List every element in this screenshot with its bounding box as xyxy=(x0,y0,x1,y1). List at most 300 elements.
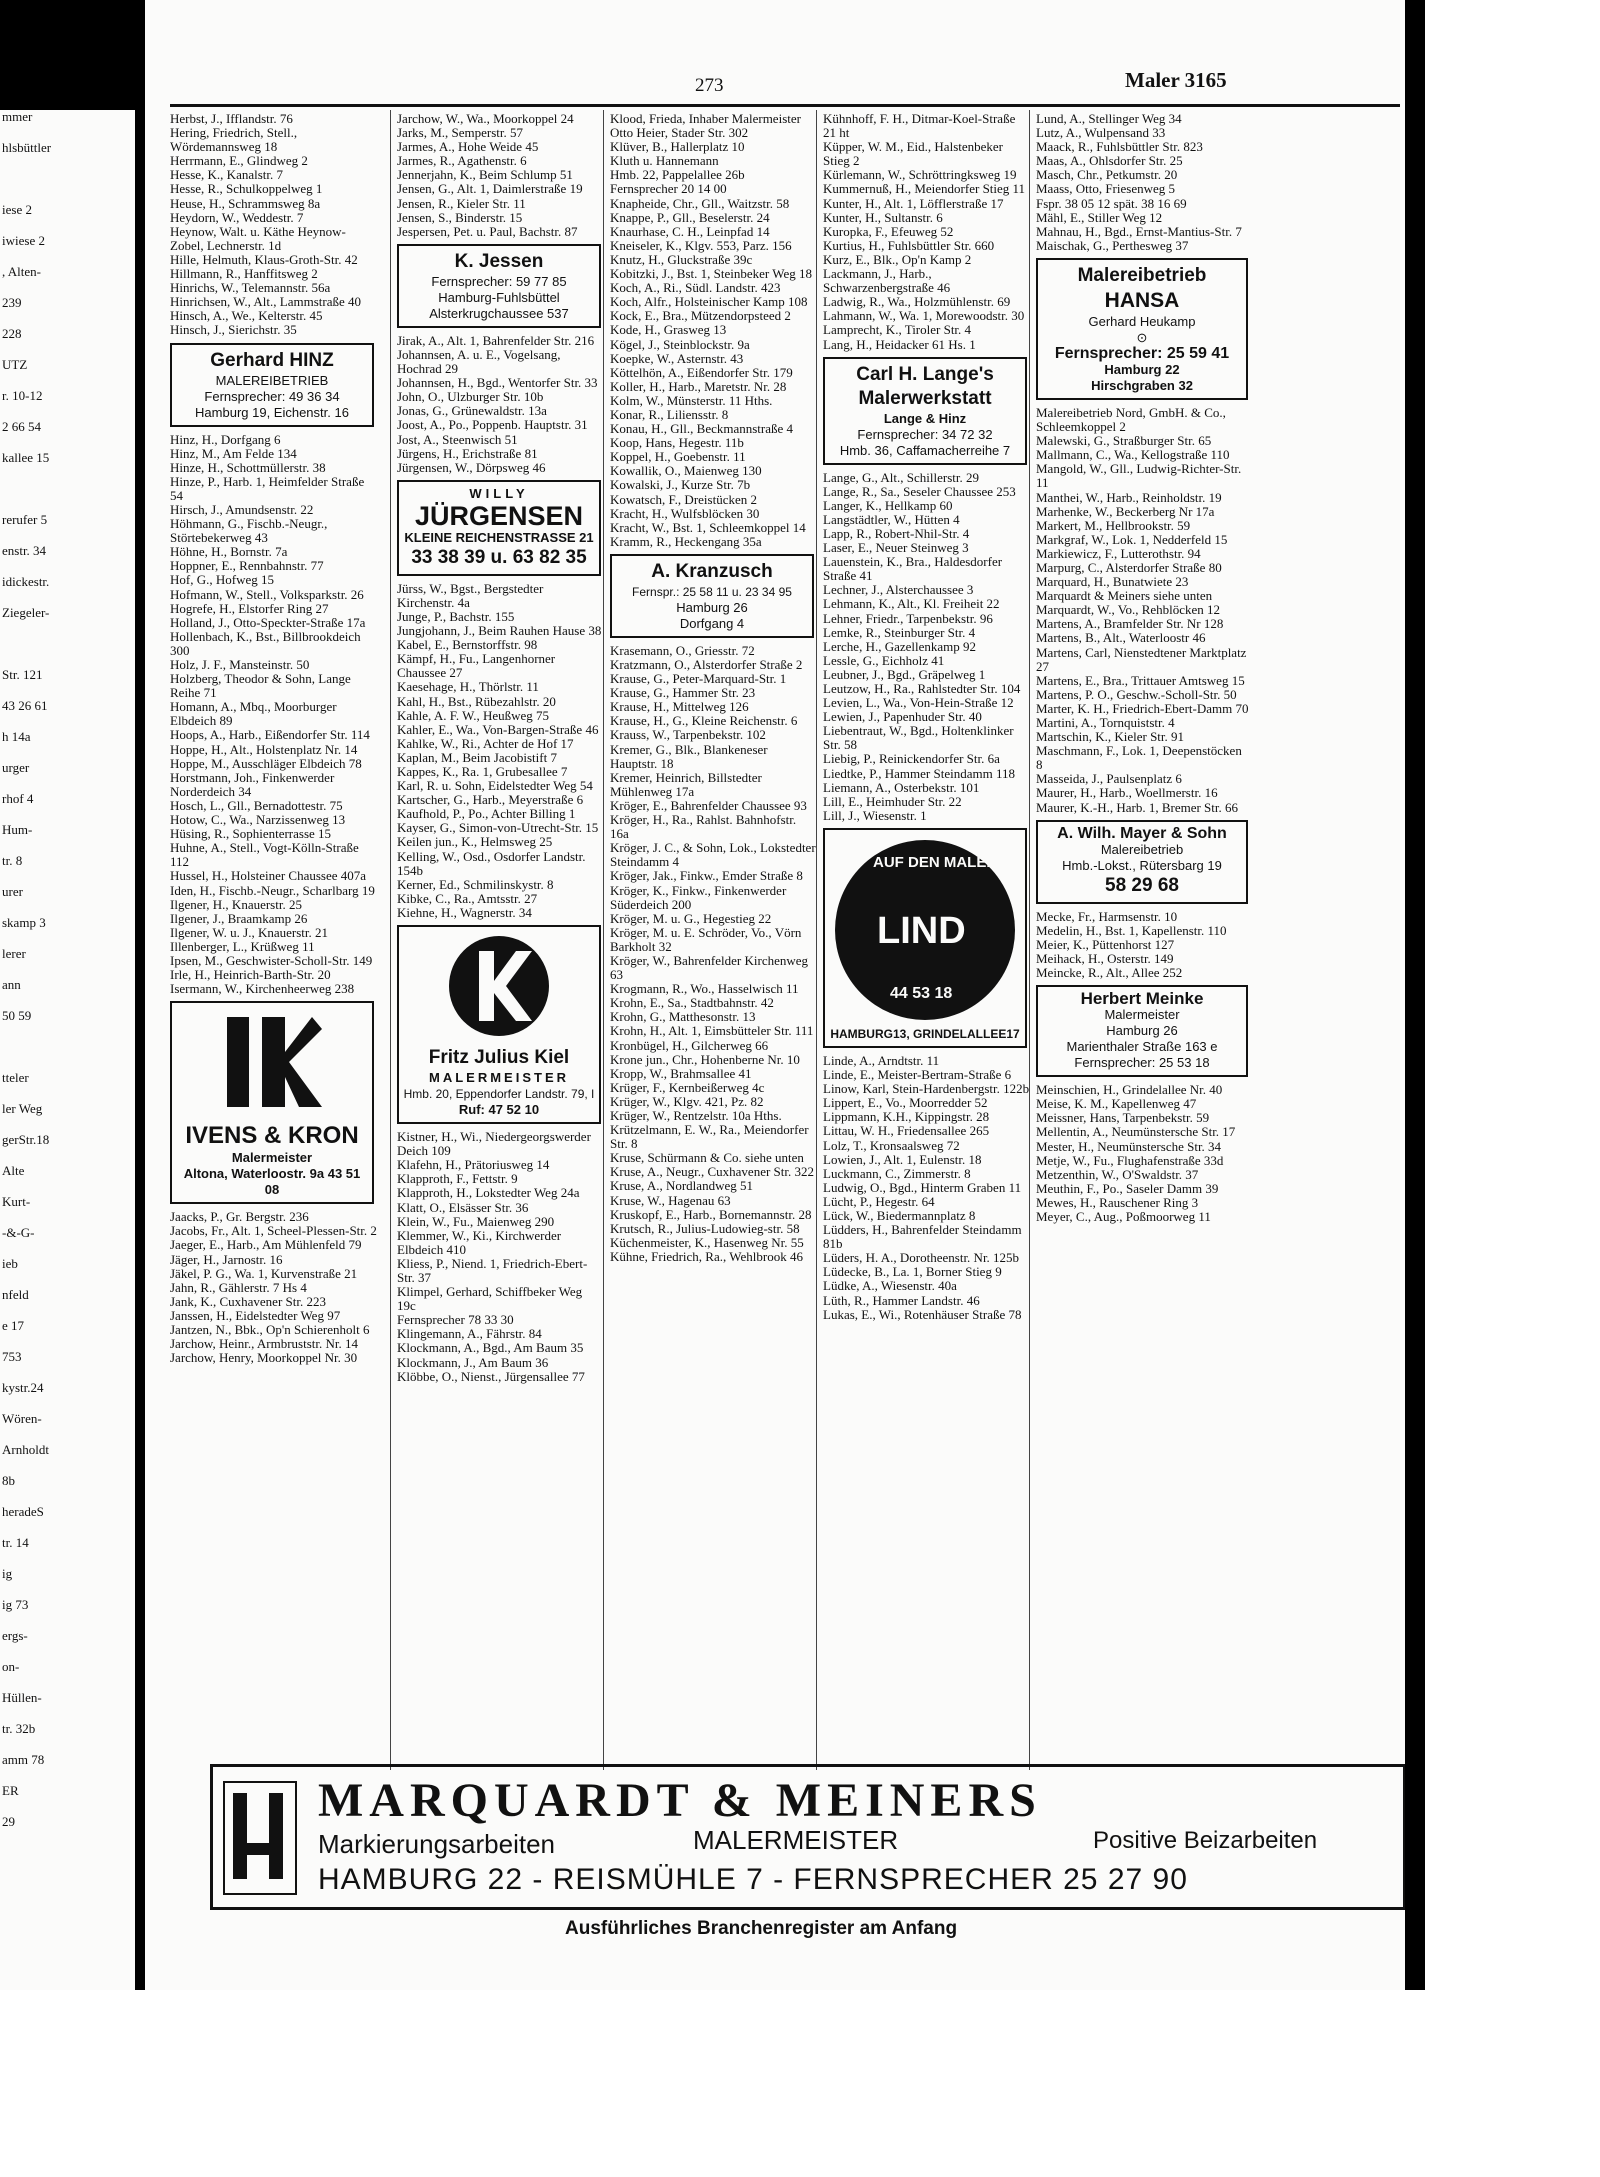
directory-entry: Koepke, W., Asternstr. 43 xyxy=(610,350,744,366)
directory-entry: Maurer, H., Harb., Woellmerstr. 16 xyxy=(1036,785,1218,801)
directory-entry: Kerner, Ed., Schmilinskystr. 8 xyxy=(397,876,554,892)
directory-entry: Illenberger, L., Krüßweg 11 xyxy=(170,938,315,954)
ad-title: Fritz Julius Kiel xyxy=(428,1047,570,1069)
directory-entry: Krasemann, O., Griesstr. 72 xyxy=(610,642,755,658)
directory-entry: Kahle, A. F. W., Heußweg 75 xyxy=(397,707,550,723)
directory-entry: Martini, A., Tornquiststr. 4 xyxy=(1036,715,1175,730)
previous-page-fragment: on- xyxy=(2,1659,20,1674)
directory-entry: Jungjohann, J., Beim Rauhen Hause 38 xyxy=(397,623,602,639)
directory-entry: Janssen, H., Eidelstedter Weg 97 xyxy=(170,1307,341,1323)
directory-entry: Hof, G., Hofweg 15 xyxy=(170,572,274,588)
previous-page-fragment: 239 xyxy=(2,295,22,310)
ad-lind xyxy=(823,828,1027,1048)
directory-entry: Kropp, W., Brahmsallee 41 xyxy=(610,1065,752,1081)
entry-list xyxy=(397,112,604,239)
directory-entry: Krüger, W., Klgv. 421, Pz. 82 xyxy=(610,1093,764,1109)
directory-entry: Krauss, W., Tarpenbekstr. 102 xyxy=(610,727,766,743)
ad-line: HAMBURG13, GRINDELALLEE17 xyxy=(830,1026,1020,1041)
directory-entry: Jarchow, Henry, Moorkoppel Nr. 30 xyxy=(170,1350,358,1366)
directory-entry: Masseida, J., Paulsenplatz 6 xyxy=(1036,771,1182,787)
directory-entry: Marpurg, C., Alsterdorfer Straße 80 xyxy=(1036,559,1222,575)
directory-entry: Homann, A., Mbq., Moorburger Elbdeich 89 xyxy=(170,699,337,729)
directory-entry: Kühnhoff, F. H., Ditmar-Koel-Straße 21 ht xyxy=(823,111,1016,141)
directory-entry: Knaurhase, C. H., Leinpfad 14 xyxy=(610,223,770,239)
directory-entry: Kolm, W., Münsterstr. 11 Hths. xyxy=(610,392,773,408)
directory-entry: Kröger, M. u. E. Schröder, Vo., Vörn Barkholt 32 xyxy=(610,924,802,954)
ad-address: Altona, Waterloostr. 9a xyxy=(183,1166,325,1182)
directory-entry: Kürlemann, W., Schröttringksweg 19 xyxy=(823,167,1017,183)
directory-entry: Kunter, H., Alt. 1, Löfflerstraße 17 xyxy=(823,195,1004,211)
previous-page-fragment: nfeld xyxy=(2,1287,29,1302)
previous-page-fragment: 50 59 xyxy=(2,1008,32,1023)
ad-line: WILLY xyxy=(469,485,529,501)
ad-willy-juergensen xyxy=(397,480,601,576)
directory-entry: Jürgens, H., Erichstraße 81 xyxy=(397,445,538,461)
directory-entry: Johannsen, H., Bgd., Wentorfer Str. 33 xyxy=(397,375,598,391)
previous-page-fragment: ieb xyxy=(2,1256,18,1271)
directory-page xyxy=(145,0,1405,1990)
directory-entry: Lerche, H., Gazellenkamp 92 xyxy=(823,638,977,654)
directory-entry: Krause, G., Peter-Marquard-Str. 1 xyxy=(610,671,787,687)
directory-entry: Krutsch, R., Julius-Ludowieg-str. 58 xyxy=(610,1220,800,1236)
ad-fritz-julius-kiel xyxy=(397,925,601,1124)
directory-entry: Lüdders, H., Bahrenfelder Steindamm 81b xyxy=(823,1222,1022,1252)
directory-entry: Kröger, K., Finkw., Finkenwerder Süderdeich 200 xyxy=(610,882,787,912)
previous-page-fragment: mmer xyxy=(2,110,33,124)
previous-page-fragment: ig 73 xyxy=(2,1597,29,1612)
emblem-top-text: AUF DEN MALER xyxy=(873,853,998,871)
directory-entry: Lund, A., Stellinger Weg 34 xyxy=(1036,111,1182,126)
previous-page-fragment: Arnholdt xyxy=(2,1442,49,1457)
previous-page-fragment: hlsbüttler xyxy=(2,140,52,155)
directory-entry: Lange, R., Sa., Seseler Chaussee 253 xyxy=(823,483,1016,499)
directory-entry: Marter, K. H., Friedrich-Ebert-Damm 70 xyxy=(1036,700,1249,716)
entry-list xyxy=(823,1054,1030,1322)
directory-entry: Ludwig, O., Bgd., Hinterm Graben 11 xyxy=(823,1179,1022,1195)
directory-entry: Kremer, G., Blk., Blankeneser Hauptstr. 18 xyxy=(610,741,768,771)
ad-gerhard-hinz xyxy=(170,343,374,427)
previous-page-fragment: Str. 121 xyxy=(2,667,43,682)
directory-entry: Kröger, W., Bahrenfelder Kirchenweg 63 xyxy=(610,952,809,983)
directory-entry: Klockmann, J., Am Baum 36 xyxy=(397,1354,549,1370)
entry-list xyxy=(610,644,817,1264)
emblem-phone: 44 53 18 xyxy=(890,984,953,1002)
previous-page-fragment: lerer xyxy=(2,946,26,961)
directory-entry: Kratzmann, O., Alsterdorfer Straße 2 xyxy=(610,657,803,672)
directory-entry: Knappe, P., Gll., Beselerstr. 24 xyxy=(610,209,770,225)
directory-entry: Kiehne, H., Wagnerstr. 34 xyxy=(397,904,532,920)
previous-page-fragment: kystr.24 xyxy=(2,1380,44,1395)
entry-list xyxy=(1036,112,1251,253)
previous-page-fragment: kallee 15 xyxy=(2,450,50,465)
directory-entry: Klimpel, Gerhard, Schiffbeker Weg 19c xyxy=(397,1284,583,1314)
directory-entry: Joost, A., Po., Poppenb. Hauptstr. 31 xyxy=(397,417,588,433)
directory-entry: Ladwig, R., Wa., Holzmühlenstr. 69 xyxy=(823,294,1011,310)
previous-page-fragment: rhof 4 xyxy=(2,791,34,806)
directory-entry: Kruskopf, E., Harb., Bornemannstr. 28 xyxy=(610,1206,812,1222)
directory-entry: Kögel, J., Steinblockstr. 9a xyxy=(610,336,750,352)
lind-emblem-icon xyxy=(835,840,1015,1020)
directory-entry: Jäger, H., Jarnostr. 16 xyxy=(170,1251,283,1267)
directory-entry: Laser, E., Neuer Steinweg 3 xyxy=(823,540,969,556)
directory-entry: Martens, E., Bra., Trittauer Amtsweg 15 xyxy=(1036,672,1245,688)
ad-phone: Fernsprecher: 25 59 41 xyxy=(1054,344,1230,362)
entry-list xyxy=(397,334,604,475)
ad-line: Hmb. 36, Caffamacherreihe 7 xyxy=(839,442,1011,458)
directory-entry: Liedtke, P., Hammer Steindamm 118 xyxy=(823,765,1015,781)
previous-page-fragment: ann xyxy=(2,977,21,992)
directory-entry: Kelling, W., Osd., Osdorfer Landstr. 154b xyxy=(397,848,586,878)
previous-page-fragment: 2 66 54 xyxy=(2,419,41,434)
directory-entry: Irle, H., Heinrich-Barth-Str. 20 xyxy=(170,967,331,983)
ad-a-kranzusch xyxy=(610,554,814,638)
previous-page-fragment: tteler xyxy=(2,1070,29,1085)
directory-entry: Jarmes, A., Hohe Weide 45 xyxy=(397,139,539,155)
previous-page-fragment: Wören- xyxy=(2,1411,42,1426)
directory-entry: Leutzow, H., Ra., Rahlstedter Str. 104 xyxy=(823,681,1021,696)
directory-entry: Liebentraut, W., Bgd., Holtenklinker Str. 58 xyxy=(823,723,1014,753)
directory-entry: Heydorn, W., Weddestr. 7 xyxy=(170,209,304,225)
previous-page-fragment: urger xyxy=(2,760,30,775)
directory-entry: Lolz, T., Kronsaalsweg 72 xyxy=(823,1137,960,1153)
directory-entry: Kaufhold, P., Po., Achter Billing 1 xyxy=(397,806,576,822)
directory-entry: Kämpf, H., Fu., Langenhorner Chaussee 27 xyxy=(397,651,556,681)
directory-entry: Metzenthin, W., O'Swaldstr. 37 xyxy=(1036,1166,1199,1182)
page-number: 273 xyxy=(695,75,724,96)
directory-entry: Kibke, C., Ra., Amtsstr. 27 xyxy=(397,890,538,906)
ad-k-jessen xyxy=(397,244,601,328)
ad-line: Fernsprecher: 34 72 32 xyxy=(857,426,993,442)
directory-entry: Marquardt & Meiners siehe unten xyxy=(1036,588,1213,604)
entry-list xyxy=(397,1130,604,1384)
previous-page-fragment: tr. 32b xyxy=(2,1721,36,1736)
directory-entry: Hinze, P., Harb. 1, Heimfelder Straße 54 xyxy=(170,473,365,503)
directory-entry: Holzberg, Theodor & Sohn, Lange Reihe 71 xyxy=(170,671,351,701)
directory-entry: Kowalski, J., Kurze Str. 7b xyxy=(610,477,751,493)
directory-entry: Markiewicz, F., Lutterothstr. 94 xyxy=(1036,545,1201,561)
directory-entry: Hosch, L., Gll., Bernadottestr. 75 xyxy=(170,797,343,813)
directory-entry: Lange, G., Alt., Schillerstr. 29 xyxy=(823,469,979,485)
section-heading: Maler 3165 xyxy=(1125,68,1227,92)
directory-entry: Kunter, H., Sultanstr. 6 xyxy=(823,209,943,225)
previous-page-fragment: Hum- xyxy=(2,822,33,837)
directory-entry: Meihack, H., Osterstr. 149 xyxy=(1036,950,1174,966)
directory-entry: Fspr. 38 05 12 spät. 38 16 69 xyxy=(1036,195,1187,211)
directory-entry: Klingemann, A., Fährstr. 84 xyxy=(397,1326,542,1342)
previous-page-fragment: Ziegeler- xyxy=(2,605,50,620)
directory-entry: Jank, K., Cuxhavener Str. 223 xyxy=(170,1293,326,1309)
directory-entry: Kruse, W., Hagenau 63 xyxy=(610,1192,731,1208)
directory-entry: Kröger, E., Bahrenfelder Chaussee 93 xyxy=(610,797,807,813)
previous-page-fragment: idickestr. xyxy=(2,574,50,589)
ad-line: Hamburg 22 xyxy=(1104,361,1180,377)
directory-entry: Kummernuß, H., Meiendorfer Stieg 11 xyxy=(823,181,1026,197)
ad-line xyxy=(175,1166,369,1198)
ad-line: Alsterkrugchaussee 537 xyxy=(429,305,569,321)
directory-entry: Jacobs, Fr., Alt. 1, Scheel-Plessen-Str. 2 xyxy=(170,1223,377,1239)
ad-title: Malereibetrieb xyxy=(1077,264,1207,286)
directory-entry: Herrmann, E., Glindweg 2 xyxy=(170,153,308,169)
directory-entry: Horstmann, Joh., Finkenwerder Norderdeich 34 xyxy=(170,769,335,799)
directory-entry: Jost, A., Steenwisch 51 xyxy=(397,431,518,447)
directory-entry: Jaacks, P., Gr. Bergstr. 236 xyxy=(170,1209,309,1225)
directory-entry: Krützelmann, E. W., Ra., Meiendorfer Str. 8 xyxy=(610,1122,809,1152)
directory-entry: Krohn, E., Sa., Stadtbahnstr. 42 xyxy=(610,995,774,1011)
directory-entry: Karl, R. u. Sohn, Eidelstedter Weg 54 xyxy=(397,778,593,794)
directory-entry: Kluth u. Hannemann xyxy=(610,153,719,169)
previous-page-fragment: Kurt- xyxy=(2,1194,31,1209)
directory-entry: Klein, W., Fu., Maienweg 290 xyxy=(397,1213,555,1229)
directory-entry: Meise, K. M., Kapellenweg 47 xyxy=(1036,1096,1197,1112)
ad-line: Positive Beizarbeiten xyxy=(1093,1827,1318,1854)
directory-entry: Mewes, H., Rauschener Ring 3 xyxy=(1036,1194,1199,1210)
directory-entry: Langstädtler, W., Hütten 4 xyxy=(823,511,960,527)
previous-page-fragment: ler Weg xyxy=(2,1101,43,1116)
directory-entry: Jensen, S., Binderstr. 15 xyxy=(397,209,523,225)
previous-page-fragment: Hüllen- xyxy=(2,1690,42,1705)
directory-entry: Kruse, A., Neugr., Cuxhavener Str. 322 xyxy=(610,1164,815,1180)
ad-carl-h-lange xyxy=(823,357,1027,465)
directory-entry: Hmb. 22, Pappelallee 26b xyxy=(610,167,745,183)
ad-line: Markierungsarbeiten xyxy=(318,1829,556,1859)
directory-entry: Meyer, C., Aug., Poßmoorweg 11 xyxy=(1036,1208,1211,1224)
directory-entry: Malereibetrieb Nord, GmbH. & Co., Schleemkoppel 2 xyxy=(1036,404,1226,435)
ad-line: Dorfgang 4 xyxy=(679,615,745,631)
directory-entry: Krause, H., Mittelweg 126 xyxy=(610,699,749,715)
entry-list xyxy=(397,582,604,920)
ad-address: HAMBURG 22 - REISMÜHLE 7 - FERNSPRECHER 25 27 90 xyxy=(318,1863,1188,1896)
directory-entry: Krone jun., Chr., Hohenberne Nr. 10 xyxy=(610,1051,800,1067)
directory-entry: Kracht, H., Wulfsblöcken 30 xyxy=(610,505,760,521)
previous-page-fragment: 8b xyxy=(2,1473,15,1488)
directory-entry: Kartscher, G., Harb., Meyerstraße 6 xyxy=(397,792,584,808)
painter-emblem-icon xyxy=(444,931,554,1041)
directory-entry: Kahlke, W., Ri., Achter de Hof 17 xyxy=(397,735,574,751)
directory-entry: Hoppe, M., Ausschläger Elbdeich 78 xyxy=(170,755,362,771)
previous-page-fragment: e 17 xyxy=(2,1318,25,1333)
directory-entry: Meuthin, F., Po., Saseler Damm 39 xyxy=(1036,1180,1219,1196)
directory-entry: Jürss, W., Bgst., Bergstedter Kirchenstr. 4a xyxy=(397,580,544,610)
directory-entry: Johannsen, A. u. E., Vogelsang, Hochrad 29 xyxy=(397,346,561,377)
ad-line: Malermeister xyxy=(1104,1007,1180,1023)
directory-entry: Kröger, H., Ra., Rahlst. Bahnhofstr. 16a xyxy=(610,812,797,842)
directory-entry: Jahn, R., Gählerstr. 7 Hs 4 xyxy=(170,1279,307,1295)
directory-entry: Kobitzki, J., Bst. 1, Steinbeker Weg 18 xyxy=(610,266,813,282)
previous-page-fragment: 29 xyxy=(2,1814,15,1829)
previous-page-fragment: urer xyxy=(2,884,23,899)
directory-entry: Kode, H., Grasweg 13 xyxy=(610,322,727,338)
directory-entry: Martens, B., Alt., Waterloostr 46 xyxy=(1036,630,1206,646)
ad-phone: 33 38 39 u. 63 82 35 xyxy=(411,546,587,568)
ad-line: Hmb. 20, Eppendorfer Landstr. 79, I xyxy=(403,1087,595,1102)
directory-entry: Kronbügel, H., Gilcherweg 66 xyxy=(610,1037,769,1053)
previous-page-fragment: skamp 3 xyxy=(2,915,46,930)
directory-entry: Klatt, O., Elsässer Str. 36 xyxy=(397,1199,529,1215)
directory-entry: Kahl, H., Bst., Rübezahlstr. 20 xyxy=(397,693,556,709)
directory-entry: Medelin, H., Bst. 1, Kapellenstr. 110 xyxy=(1036,922,1227,938)
directory-entry: Maack, R., Fuhlsbüttler Str. 823 xyxy=(1036,139,1203,155)
directory-entry: Lippert, E., Vo., Moorredder 52 xyxy=(823,1095,988,1111)
ad-phone: 43 51 08 xyxy=(264,1166,361,1198)
entry-list xyxy=(1036,910,1251,980)
directory-entry: Jarchow, W., Wa., Moorkoppel 24 xyxy=(397,111,574,126)
ad-phone: 58 29 68 xyxy=(1105,874,1179,896)
entry-list xyxy=(170,112,377,338)
ad-line: Fernsprecher: 59 77 85 xyxy=(431,273,567,289)
directory-entry: Kurz, E., Blk., Op'n Kamp 2 xyxy=(823,251,972,267)
ad-line: Hamburg-Fuhlsbüttel xyxy=(438,289,560,305)
footer-note: Ausführliches Branchenregister am Anfang xyxy=(565,1918,958,1939)
directory-entry: Heynow, Walt. u. Käthe Heynow-Zobel, Lechnerstr. 1d xyxy=(170,223,346,253)
previous-page-fragment: r. 10-12 xyxy=(2,388,43,403)
directory-entry: Littau, W. H., Friedensallee 265 xyxy=(823,1123,990,1139)
directory-entry: Hinsch, J., Sierichstr. 35 xyxy=(170,322,297,338)
directory-entry: Koop, Hans, Hegestr. 11b xyxy=(610,435,744,451)
directory-entry: Lahmann, W., Wa. 1, Morewoodstr. 30 xyxy=(823,308,1025,324)
ad-ivens-kron xyxy=(170,1001,374,1204)
directory-entry: Meinschien, H., Grindelallee Nr. 40 xyxy=(1036,1082,1223,1098)
directory-entry: Isermann, W., Kirchenheerweg 238 xyxy=(170,981,355,997)
directory-entry: Linde, E., Meister-Bertram-Straße 6 xyxy=(823,1067,1012,1083)
directory-entry: Lessle, G., Eichholz 41 xyxy=(823,652,945,668)
directory-entry: Mallmann, C., Wa., Kellogstraße 110 xyxy=(1036,447,1230,463)
entry-list xyxy=(823,471,1030,823)
directory-entry: Kowatsch, F., Dreistücken 2 xyxy=(610,491,757,507)
directory-entry: Konar, R., Liliensstr. 8 xyxy=(610,406,729,422)
directory-entry: Hesse, R., Schulkoppelweg 1 xyxy=(170,181,323,197)
directory-entry: Kramm, R., Heckengang 35a xyxy=(610,533,762,549)
directory-entry: Lill, E., Heimhuder Str. 22 xyxy=(823,793,962,809)
directory-entry: Martens, P. O., Geschw.-Scholl-Str. 50 xyxy=(1036,686,1237,702)
entry-list xyxy=(1036,1083,1251,1224)
directory-entry: Kabel, E., Bernstorffstr. 98 xyxy=(397,637,538,653)
previous-page-fragment: tr. 8 xyxy=(2,853,23,868)
directory-entry: Lüth, R., Hammer Landstr. 46 xyxy=(823,1292,980,1308)
ad-line: MALERMEISTER xyxy=(429,1070,569,1086)
directory-entry: Krohn, G., Matthesonstr. 13 xyxy=(610,1009,756,1025)
directory-entry: Linow, Karl, Stein-Hardenbergstr. 122b xyxy=(823,1081,1030,1097)
ad-line: Hirschgraben 32 xyxy=(1091,377,1193,393)
ad-line: MALERMEISTER xyxy=(693,1825,899,1855)
directory-entry: Koch, Alfr., Holsteinischer Kamp 108 xyxy=(610,294,808,310)
circle-dot-icon: ⊙ xyxy=(1136,329,1148,345)
directory-entry: Kröger, Jak., Finkw., Emder Straße 8 xyxy=(610,868,803,884)
previous-page-fragment: amm 78 xyxy=(2,1752,45,1767)
directory-entry: Hinz, H., Dorfgang 6 xyxy=(170,431,281,447)
previous-page-fragment: 753 xyxy=(2,1349,22,1364)
emblem-name: LIND xyxy=(877,909,966,952)
directory-entry: Hinrichsen, W., Alt., Lammstraße 40 xyxy=(170,294,362,310)
directory-entry: Hoppe, H., Alt., Holstenplatz Nr. 14 xyxy=(170,741,358,757)
directory-entry: Langer, K., Hellkamp 60 xyxy=(823,497,953,513)
directory-entry: Küchenmeister, K., Hasenweg Nr. 55 xyxy=(610,1234,804,1250)
ad-title: Gerhard HINZ xyxy=(210,349,334,371)
directory-entry: Liemann, A., Osterbekstr. 101 xyxy=(823,779,980,795)
directory-entry: Masch, Chr., Petkumstr. 20 xyxy=(1036,167,1178,183)
ad-herbert-meinke xyxy=(1036,985,1248,1077)
directory-entry: Krüger, W., Rentzelstr. 10a Hths. xyxy=(610,1108,782,1123)
directory-entry: Jarchow, Heinr., Armbruststr. Nr. 14 xyxy=(170,1336,358,1352)
directory-entry: Metje, W., Fu., Flughafenstraße 33d xyxy=(1036,1152,1224,1168)
directory-entry: Kruse, Schürmann & Co. siehe unten xyxy=(610,1150,804,1166)
directory-entry: Lackmann, J., Harb., Schwarzenbergstraße 46 xyxy=(823,266,951,296)
directory-entry: Luckmann, C., Zimmerstr. 8 xyxy=(823,1165,971,1181)
ad-line: MALEREIBETRIEB xyxy=(215,372,329,388)
directory-entry: Hoops, A., Harb., Eißendorfer Str. 114 xyxy=(170,727,370,743)
ad-line: Lange & Hinz xyxy=(883,410,967,426)
directory-entry: Klöbbe, O., Nienst., Jürgensallee 77 xyxy=(397,1368,585,1384)
previous-page-fragment: enstr. 34 xyxy=(2,543,47,558)
directory-entry: Martens, Carl, Nienstedtener Marktplatz 27 xyxy=(1036,644,1247,674)
directory-entry: Leubner, J., Bgd., Gräpelweg 1 xyxy=(823,666,986,682)
directory-entry: Lapp, R., Robert-Nhil-Str. 4 xyxy=(823,525,970,541)
directory-entry: Klüver, B., Hallerplatz 10 xyxy=(610,139,745,155)
directory-entry: Lehner, Friedr., Tarpenbekstr. 96 xyxy=(823,610,993,626)
ad-line: Fernspr.: 25 58 11 u. 23 34 95 xyxy=(632,584,792,599)
ad-line: Marienthaler Straße 163 e xyxy=(1066,1039,1218,1055)
directory-entry: Kneiseler, K., Klgv. 553, Parz. 156 xyxy=(610,237,792,253)
entry-list xyxy=(610,112,817,549)
directory-entry: Jürgensen, W., Dörpsweg 46 xyxy=(397,459,546,475)
ad-line: Malereibetrieb xyxy=(1100,841,1184,857)
previous-page-fragment: Alte xyxy=(2,1163,25,1178)
previous-page-fragment: iwiese 2 xyxy=(2,233,45,248)
marquardt-meiners-logo-icon xyxy=(223,1781,297,1895)
directory-entry: Meier, K., Püttenhorst 127 xyxy=(1036,936,1175,952)
ad-title: IVENS & KRON xyxy=(185,1122,359,1150)
directory-entry: Kowallik, O., Maienweg 130 xyxy=(610,463,762,479)
directory-entry: Marhenke, W., Beckerberg Nr 17a xyxy=(1036,503,1215,519)
directory-entry: Krüger, F., Kernbeißerweg 4c xyxy=(610,1079,765,1095)
directory-entry: Jonas, G., Grünewaldstr. 13a xyxy=(397,403,547,419)
directory-entry: Jensen, G., Alt. 1, Daimlerstraße 19 xyxy=(397,181,583,197)
directory-entry: Hüsing, R., Sophienterrasse 15 xyxy=(170,826,332,842)
previous-page-fragment: rerufer 5 xyxy=(2,512,48,527)
directory-entry: Levien, L., Wa., Von-Hein-Straße 12 xyxy=(823,695,1014,711)
directory-entry: Jäkel, P. G., Wa. 1, Kurvenstraße 21 xyxy=(170,1265,358,1281)
ad-title: Carl H. Lange's xyxy=(856,363,994,385)
directory-entry: Höhmann, G., Fischb.-Neugr., Störtebekerweg 43 xyxy=(170,516,328,546)
previous-page-fragment: ER xyxy=(2,1783,19,1798)
directory-entry: Maischak, G., Perthesweg 37 xyxy=(1036,237,1189,253)
directory-entry: Lutz, A., Wulpensand 33 xyxy=(1036,125,1166,141)
directory-entry: Lüdecke, B., La. 1, Borner Stieg 9 xyxy=(823,1264,1002,1280)
directory-entry: Huhne, A., Stell., Vogt-Kölln-Straße 112 xyxy=(170,840,359,870)
previous-page-fragment: 43 26 61 xyxy=(2,698,48,713)
directory-entry: Lechner, J., Alsterchaussee 3 xyxy=(823,582,974,598)
entry-list xyxy=(170,1210,377,1365)
directory-entry: Klafehn, H., Prätoriusweg 14 xyxy=(397,1157,550,1173)
directory-entry: Hofmann, W., Stell., Volksparkstr. 26 xyxy=(170,586,364,602)
previous-page-fragment: tr. 14 xyxy=(2,1535,29,1550)
directory-entry: Jespersen, Pet. u. Paul, Bachstr. 87 xyxy=(397,223,578,239)
previous-page-fragment: heradeS xyxy=(2,1504,44,1519)
directory-entry: John, O., Ulzburger Str. 10b xyxy=(397,389,544,405)
entry-list xyxy=(823,112,1030,352)
directory-entry: Kayser, G., Simon-von-Utrecht-Str. 15 xyxy=(397,820,599,836)
directory-entry: Koch, A., Ri., Südl. Landstr. 423 xyxy=(610,280,781,296)
directory-entry: Meissner, Hans, Tarpenbekstr. 59 xyxy=(1036,1110,1210,1126)
directory-entry: Jaeger, E., Harb., Am Mühlenfeld 79 xyxy=(170,1237,362,1253)
directory-entry: Ilgener, J., Braamkamp 26 xyxy=(170,910,308,926)
ad-title: JÜRGENSEN xyxy=(414,500,584,531)
directory-entry: Koppel, H., Goebenstr. 11 xyxy=(610,449,746,465)
directory-entry: Krause, H., G., Kleine Reichenstr. 6 xyxy=(610,713,798,729)
directory-entry: Martschin, K., Kieler Str. 91 xyxy=(1036,729,1185,745)
directory-entry: Maurer, K.-H., Harb. 1, Bremer Str. 66 xyxy=(1036,799,1239,815)
previous-page-fragment: -&-G- xyxy=(2,1225,35,1240)
ad-line: Hamburg 19, Eichenstr. 16 xyxy=(195,404,349,420)
